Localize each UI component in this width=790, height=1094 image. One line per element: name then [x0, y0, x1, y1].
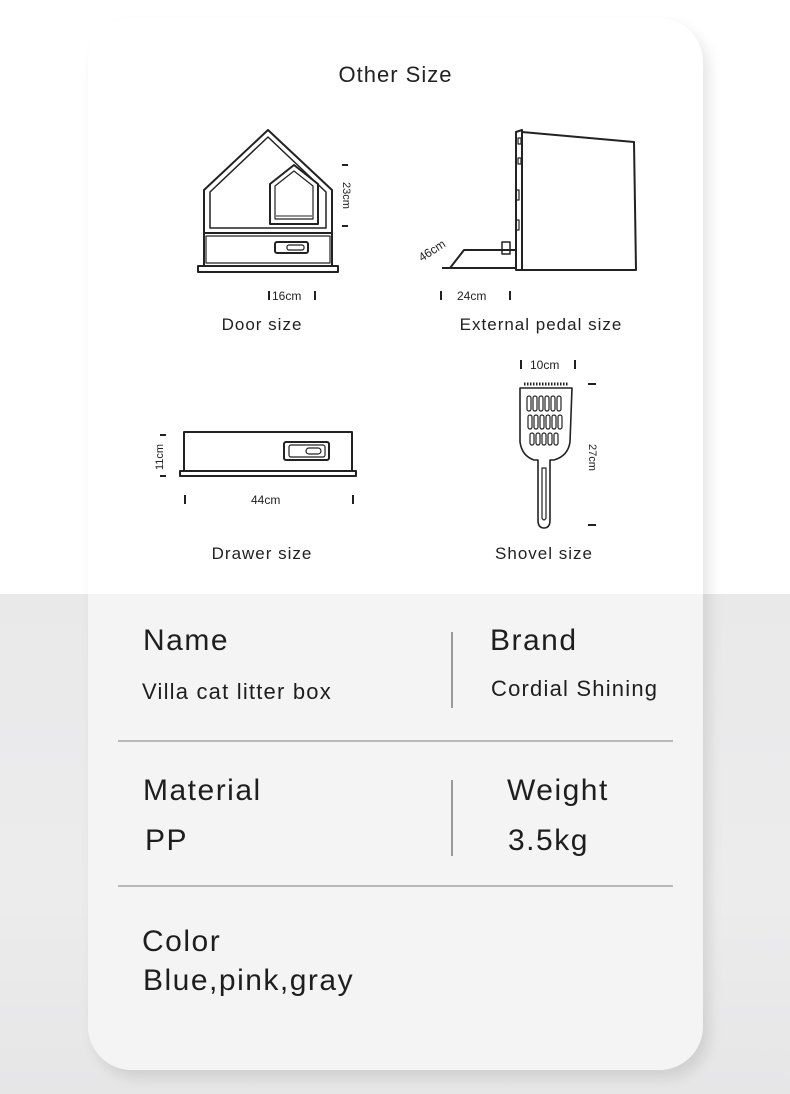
- shovel-width-tick-right: [574, 360, 576, 369]
- door-width-tick-right: [314, 291, 316, 300]
- spec-divider-horizontal-1: [118, 740, 673, 742]
- pedal-caption: External pedal size: [459, 315, 623, 334]
- shovel-width-tick-left: [520, 360, 522, 369]
- drawer-width-tick-right: [352, 495, 354, 504]
- pedal-width-tick-left: [440, 291, 442, 300]
- spec-brand-label: Brand: [490, 624, 578, 657]
- drawer-diagram-illustration: [176, 428, 362, 480]
- spec-weight-label: Weight: [507, 774, 609, 807]
- spec-material-label: Material: [143, 774, 262, 807]
- shovel-width-label: 10cm: [530, 358, 560, 372]
- door-height-label: 23cm: [340, 182, 352, 209]
- spec-color-label: Color: [142, 925, 222, 958]
- door-width-label: 16cm: [272, 289, 302, 303]
- door-height-tick-bottom: [342, 225, 348, 227]
- shovel-diagram-illustration: [512, 380, 582, 530]
- spec-brand-value: Cordial Shining: [491, 676, 659, 701]
- spec-divider-vertical-1: [451, 632, 453, 708]
- spec-divider-vertical-2: [451, 780, 453, 856]
- spec-divider-horizontal-2: [118, 885, 673, 887]
- drawer-width-label: 44cm: [251, 493, 281, 507]
- section-title: Other Size: [338, 62, 453, 87]
- shovel-height-label: 27cm: [586, 444, 598, 471]
- spec-weight-value: 3.5kg: [508, 824, 589, 857]
- pedal-width-label: 24cm: [457, 289, 487, 303]
- shovel-height-tick-top: [588, 383, 596, 385]
- spec-material-value: PP: [145, 824, 189, 857]
- shovel-height-tick-bottom: [588, 524, 596, 526]
- drawer-height-label: 11cm: [154, 443, 166, 470]
- door-diagram-illustration: [192, 128, 362, 278]
- pedal-length-label: 46cm: [415, 236, 449, 265]
- pedal-width-tick-right: [509, 291, 511, 300]
- product-spec-card: [88, 18, 703, 1070]
- shovel-caption: Shovel size: [495, 544, 593, 563]
- drawer-height-tick-top: [160, 434, 166, 436]
- door-height-tick-top: [342, 164, 348, 166]
- spec-name-value: Villa cat litter box: [142, 679, 332, 704]
- spec-color-value: Blue,pink,gray: [143, 964, 355, 997]
- door-width-tick-left: [268, 291, 270, 300]
- spec-name-label: Name: [143, 624, 230, 657]
- door-caption: Door size: [221, 315, 303, 334]
- drawer-width-tick-left: [184, 495, 186, 504]
- drawer-height-tick-bottom: [160, 475, 166, 477]
- drawer-caption: Drawer size: [211, 544, 313, 563]
